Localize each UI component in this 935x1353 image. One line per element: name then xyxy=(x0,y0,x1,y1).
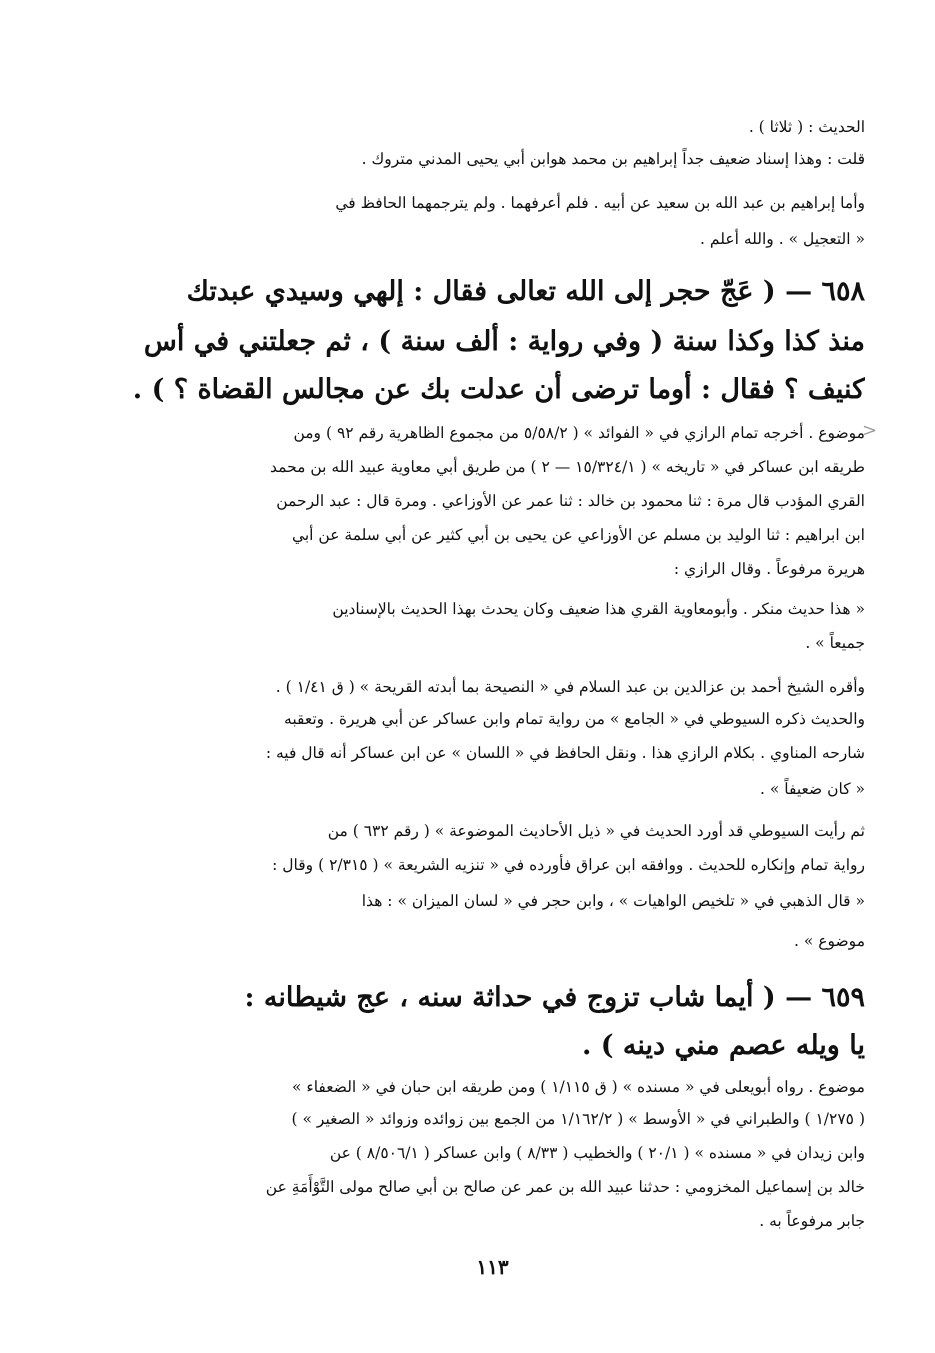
page-number: ١١٣ xyxy=(476,1255,509,1279)
text-line: خالد بن إسماعيل المخزومي : حدثنا عبيد الله بن عمر عن صالح بن أبي صالح مولى التَّوْأَمَةِ عن xyxy=(265,1178,865,1196)
text-line: طريقه ابن عساكر في « تاريخه » ( ١٥/٣٢٤/١ — ٢ ) من طريق أبي معاوية عبيد الله بن محمد xyxy=(269,458,865,476)
text-line: جابر مرفوعاً به . xyxy=(759,1212,865,1230)
text-line: « التعجيل » . والله أعلم . xyxy=(700,230,865,248)
text-line: هريرة مرفوعاً . وقال الرازي : xyxy=(673,560,865,578)
hadith-heading-line: ٦٥٩ — ( أيما شاب تزوج في حداثة سنه ، عج شيطانه : xyxy=(244,982,865,1013)
text-line: وأقره الشيخ أحمد بن عزالدين بن عبد السلام في « النصيحة بما أبدته القريحة » ( ق ١/٤١ ) . xyxy=(275,678,865,696)
text-line: الحديث : ( ثلاثا ) . xyxy=(748,118,865,136)
text-line: رواية تمام وإنكاره للحديث . ووافقه ابن عراق فأورده في « تنزيه الشريعة » ( ٢/٣١٥ ) وقال : xyxy=(272,856,865,874)
text-line: « كان ضعيفاً » . xyxy=(760,780,865,798)
text-line: « قال الذهبي في « تلخيص الواهيات » ، وابن حجر في « لسان الميزان » : هذا xyxy=(361,892,865,910)
text-line: موضوع . أخرجه تمام الرازي في « الفوائد » ( ٥/٥٨/٢ من مجموع الظاهرية رقم ٩٢ ) ومن xyxy=(293,424,865,442)
document-page xyxy=(120,100,865,1293)
text-line: شارحه المناوي . بكلام الرازي هذا . ونقل الحافظ في « اللسان » عن ابن عساكر أنه قال فيه : xyxy=(265,744,865,762)
text-line: ثم رأيت السيوطي قد أورد الحديث في « ذيل الأحاديث الموضوعة » ( رقم ٦٣٢ ) من xyxy=(327,822,865,840)
text-line: والحديث ذكره السيوطي في « الجامع » من رواية تمام وابن عساكر عن أبي هريرة . وتعقبه xyxy=(284,710,865,728)
hadith-heading-line: ٦٥٨ — ( عَجّ حجر إلى الله تعالى فقال : إلهي وسيدي عبدتك xyxy=(186,276,865,307)
hadith-heading-line: منذ كذا وكذا سنة ( وفي رواية : ألف سنة ) ، ثم جعلتني في أس xyxy=(143,326,865,357)
text-line: وابن زيدان في « مسنده » ( ٢٠/١ ) والخطيب ( ٨/٣٣ ) وابن عساكر ( ٨/٥٠٦/١ ) عن xyxy=(329,1144,865,1162)
text-line: جميعاً » . xyxy=(805,634,865,652)
text-line: « هذا حديث منكر . وأبومعاوية القري هذا ضعيف وكان يحدث بهذا الحديث بالإسنادين xyxy=(332,600,865,618)
text-line: موضوع » . xyxy=(794,932,865,950)
margin-mark-icon: < xyxy=(862,420,878,441)
text-line: قلت : وهذا إسناد ضعيف جداً إبراهيم بن محمد هوابن أبي يحيى المدني متروك . xyxy=(361,150,865,168)
text-line: موضوع . رواه أبويعلى في « مسنده » ( ق ١/١١٥ ) ومن طريقه ابن حبان في « الضعفاء » xyxy=(292,1078,865,1096)
text-line: ( ١/٢٧٥ ) والطبراني في « الأوسط » ( ١/١٦٢/٢ من الجمع بين زوائده وزوائد « الصغير » ) xyxy=(291,1110,865,1128)
text-line: ابن ابراهيم : ثنا الوليد بن مسلم عن الأوزاعي عن يحيى بن أبي كثير عن أبي سلمة عن أبي xyxy=(291,526,865,544)
text-line: وأما إبراهيم بن عبد الله بن سعيد عن أبيه . فلم أعرفهما . ولم يترجمهما الحافظ في xyxy=(335,194,865,212)
hadith-heading-line: يا ويله عصم مني دينه ) . xyxy=(581,1030,865,1061)
text-line: القري المؤدب قال مرة : ثنا محمود بن خالد : ثنا عمر عن الأوزاعي . ومرة قال : عبد الرحمن xyxy=(276,492,865,510)
hadith-heading-line: كنيف ؟ فقال : أوما ترضى أن عدلت بك عن مجالس القضاة ؟ ) . xyxy=(132,374,865,405)
